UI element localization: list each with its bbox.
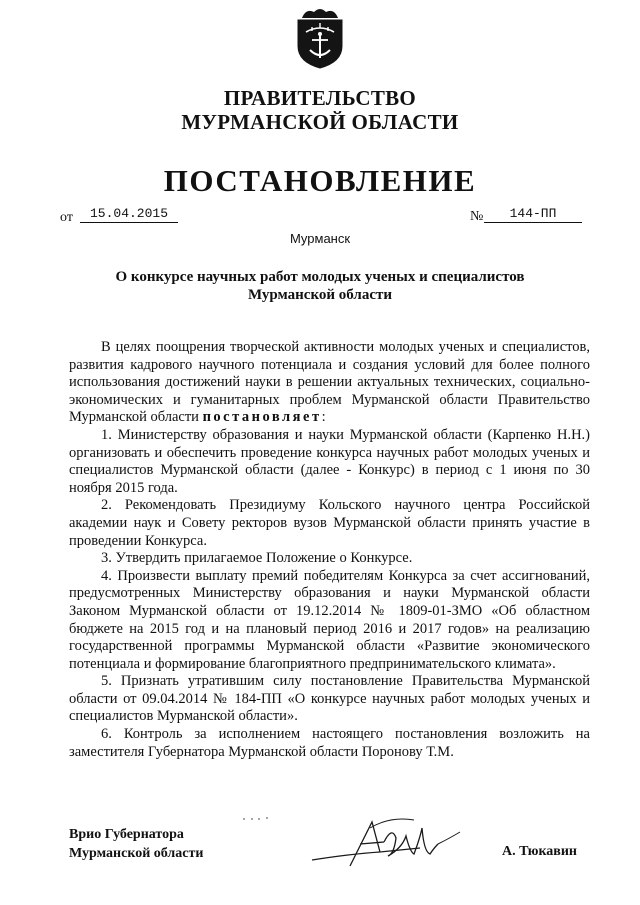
signatory-name: А. Тюкавин [502, 844, 577, 859]
decree-heading: ПОСТАНОВЛЕНИЕ [163, 163, 477, 198]
clause-4: 4. Произвести выплату премий победителям Конкурса за счет ассигнований, предусмотренных Министерству образования и науки Мурманской области Законом Мурманской области от 19.12.2014 № 1809-01-ЗМО «Об областном бюджете на 2015 год и на плановый период 2016 и 2017 годов» на реализацию государственной программы Мурманской области «Развитие экономического потенциала и формирование благоприятного предпринимательского климата». [69, 567, 590, 672]
decree-date: 15.04.2015 [80, 206, 178, 223]
scan-dots [240, 815, 280, 823]
clause-3: 3. Утвердить прилагаемое Положение о Конкурсе. [101, 550, 413, 567]
clause-1: 1. Министерству образования и науки Мурманской области (Карпенко Н.Н.) организовать и обеспечить проведение конкурса научных работ молодых ученых и специалистов Мурманской области (далее - Конкурс) в период с 1 июня по 30 ноября 2015 года. [69, 426, 590, 496]
clause-5: 5. Признать утратившим силу постановление Правительства Мурманской области от 09.04.2014 № 184-ПП «О конкурсе научных работ молодых ученых и специалистов Мурманской области». [69, 673, 590, 725]
government-name-line1: ПРАВИТЕЛЬСТВО [223, 86, 417, 110]
intro-colon: : [321, 409, 326, 426]
decree-number: 144-ПП [484, 206, 582, 223]
resolves-word: постановляет [202, 409, 322, 426]
document-body [69, 339, 590, 761]
number-sign: № [470, 209, 484, 224]
signatory-position-line2: Мурманской области [69, 846, 204, 861]
document-title [80, 268, 560, 304]
document-title-line1: О конкурсе научных работ молодых ученых и специалистов [115, 269, 525, 285]
signatory-position-line1: Врио Губернатора [69, 827, 184, 842]
intro-text: В целях поощрения творческой активности молодых ученых и специалистов, развития кадрового научного потенциала и создания условий для более полного использования достижений науки в решении актуальных технических, социально-экономических и гуманитарных проблем Мурманской области Правительство Мурманской области [69, 339, 590, 426]
document-title-line2: Мурманской области [247, 287, 393, 303]
intro-paragraph [69, 339, 590, 427]
signatory-position [69, 825, 203, 863]
clause-2: 2. Рекомендовать Президиуму Кольского научного центра Российской академии наук и Совету ректоров вузов Мурманской области принять участие в проведении Конкурса. [69, 497, 590, 549]
clause-6: 6. Контроль за исполнением настоящего постановления возложить на заместителя Губернатора Мурманской области Поронову Т.М. [69, 726, 590, 760]
date-prefix: от [60, 210, 73, 225]
coat-of-arms-emblem [292, 6, 348, 70]
government-name-line2: МУРМАНСКОЙ ОБЛАСТИ [181, 110, 459, 134]
issue-city: Мурманск [289, 231, 351, 246]
handwritten-signature [310, 808, 480, 878]
